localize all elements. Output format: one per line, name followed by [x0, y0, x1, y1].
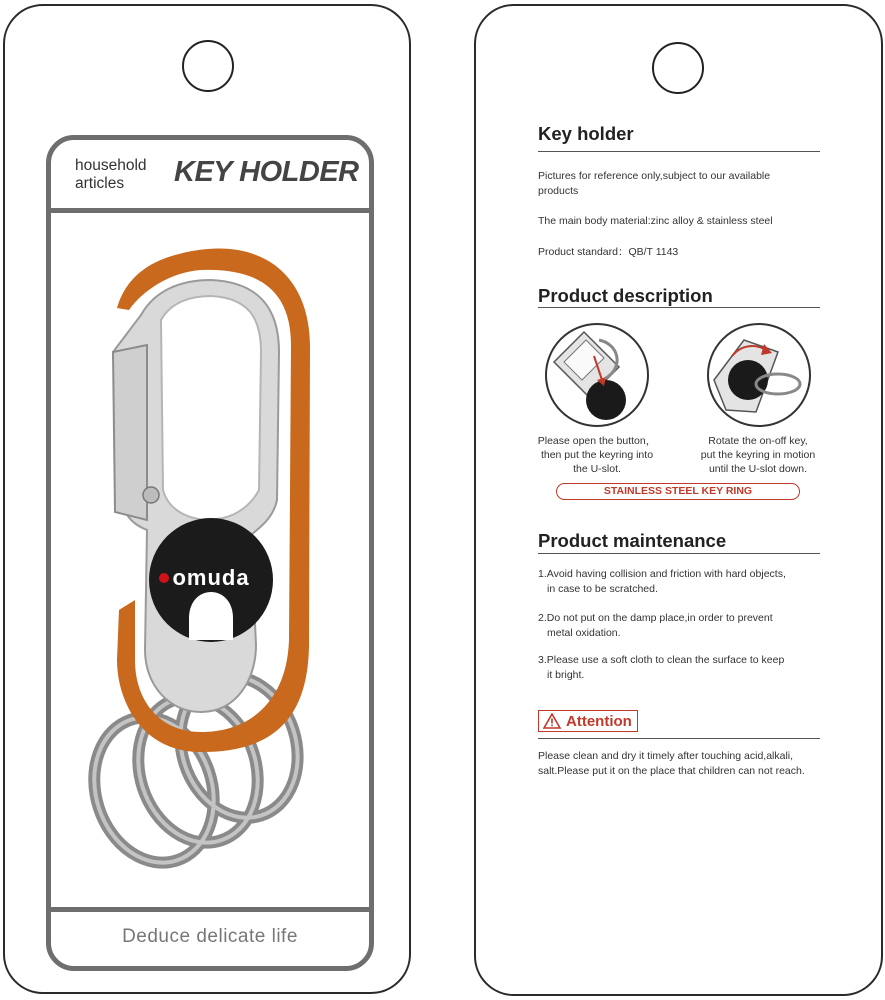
caption-line: the U-slot.: [573, 463, 621, 475]
maintenance-item: [538, 567, 828, 597]
caption-line: Please open the button，: [537, 435, 657, 447]
attention-label: Attention: [566, 712, 632, 730]
maintenance-line: in case to be scratched.: [547, 583, 658, 595]
window-footer: [51, 907, 369, 966]
material-line: The main body material:zinc alloy & stainless steel: [538, 215, 773, 227]
attention-line: salt.Please put it on the place that children can not reach.: [538, 765, 805, 777]
stainless-ring-badge: STAINLESS STEEL KEY RING: [556, 483, 800, 500]
hang-hole: [652, 42, 704, 94]
caption-line: put the keyring in motion: [700, 449, 816, 461]
divider: [538, 307, 820, 308]
gate-lever: [113, 345, 147, 520]
maintenance-line: 2.Do not put on the damp place,in order to prevent: [538, 612, 773, 624]
caption-line: then put the keyring into: [540, 449, 654, 461]
divider: [538, 151, 820, 152]
category-line-2: articles: [75, 175, 125, 192]
maintenance-item: [538, 653, 828, 683]
info-line: products: [538, 185, 579, 197]
standard-line: Product standard：QB/T 1143: [538, 246, 679, 258]
back-card: [474, 4, 883, 996]
step-2-caption: [683, 434, 833, 476]
divider: [538, 738, 820, 739]
hang-hole: [182, 40, 234, 92]
step-1-diagram: [544, 322, 650, 428]
carabiner-illustration: [51, 140, 369, 966]
category-line-1: household: [75, 157, 147, 174]
maintenance-line: 3.Please use a soft cloth to clean the surface to keep: [538, 654, 785, 666]
product-title: KEY HOLDER: [174, 156, 359, 188]
info-line: Pictures for reference only,subject to our available: [538, 170, 771, 182]
product-description-heading: Product description: [538, 285, 713, 306]
maintenance-item: [538, 611, 828, 641]
front-card: [3, 4, 411, 994]
brand-logo: omuda: [172, 565, 250, 590]
maintenance-line: 1.Avoid having collision and friction with hard objects,: [538, 568, 786, 580]
caption-line: until the U-slot down.: [708, 463, 808, 475]
maintenance-line: it bright.: [547, 669, 585, 681]
attention-text: [538, 749, 828, 779]
maintenance-line: metal oxidation.: [547, 627, 621, 639]
divider: [538, 553, 820, 554]
attention-badge: [538, 710, 638, 732]
attention-line: Please clean and dry it timely after touching acid,alkali,: [538, 750, 794, 762]
key-holder-heading: Key holder: [538, 123, 634, 144]
product-window: [46, 135, 374, 971]
step-2-diagram: [706, 322, 812, 428]
step-1-caption: [522, 434, 672, 476]
caption-line: Rotate the on-off key,: [708, 435, 808, 447]
product-maintenance-heading: Product maintenance: [538, 530, 727, 551]
warning-icon: [543, 713, 561, 729]
slogan: Deduce delicate life: [122, 926, 298, 947]
